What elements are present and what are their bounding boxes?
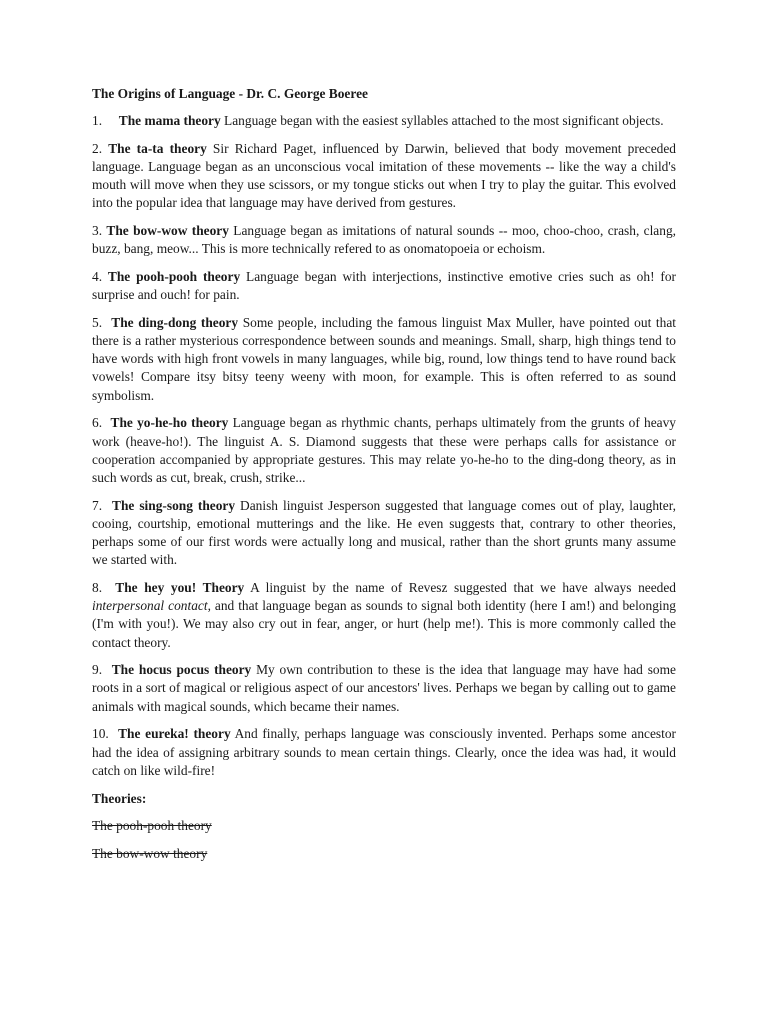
theory-paragraph (92, 497, 676, 570)
theory-paragraph (92, 112, 676, 130)
theory-name: The pooh-pooh theory (107, 268, 241, 284)
theory-text: Some people, including the famous linguist Max Muller, have pointed out that there is a rather mysterious correspondence between sounds and meanings. Small, sharp, high things tend to have words with high front vowels in many languages, while big, round, low things tend to have round back vowels! Compare itsy bitsy teeny weeny with moon, for example. This is often referred to as sound symbolism. (92, 314, 676, 403)
theories-heading: Theories: (92, 790, 147, 806)
struck-theory-list (92, 817, 676, 863)
theory-text: Language began with interjections, instinctive emotive cries such as oh! for surprise and ouch! for pain. (92, 268, 676, 303)
theory-text: Language began as imitations of natural sounds -- moo, choo-choo, crash, clang, buzz, bang, meow... This is more technically refered to as onomatopoeia or echoism. (92, 223, 676, 257)
struck-theory-item: The pooh-pooh theory (92, 818, 212, 833)
theory-name: The ding-dong theory (111, 314, 239, 330)
theory-name: The ta-ta theory (108, 140, 207, 156)
theory-number-gap (102, 315, 111, 330)
theory-paragraph (92, 661, 676, 716)
theory-number-gap (102, 580, 115, 595)
theory-text: Danish linguist Jesperson suggested that language comes out of play, laughter, cooing, courtship, emotional mutterings and the like. He even suggests that, contrary to other theories, perhaps some of our first words were actually long and musical, rather than the short grunts many assume we started with. (92, 497, 676, 568)
theory-name: The yo-he-ho theory (110, 415, 229, 431)
theory-text: Language began with the easiest syllables attached to the most significant objects. (220, 113, 664, 128)
theory-text: A linguist by the name of Revesz suggested that we have always needed (244, 579, 676, 595)
theory-number: 3. (92, 223, 103, 239)
theory-number: 6. (92, 415, 103, 431)
theory-number: 2. (92, 140, 103, 156)
theory-number-gap (109, 726, 118, 741)
theory-paragraph (92, 222, 676, 258)
document-page (92, 85, 676, 872)
theory-list (92, 112, 676, 780)
theory-text: My own contribution to these is the idea that language may have had some roots in a sort of magical or religious aspect of our ancestors' lives. Perhaps we began by calling out to game animals with magical sounds, which became their names. (92, 662, 676, 714)
theory-text-continued: , and that language began as sounds to signal both identity (here I am!) and belonging (I'm with you!). We may also cry out in fear, anger, or hurt (help me!). This is more commonly called the contact theory. (92, 598, 676, 650)
theory-paragraph (92, 579, 676, 652)
theory-number: 8. (92, 579, 103, 595)
theory-paragraph (92, 725, 676, 780)
theory-paragraph (92, 140, 676, 213)
theory-name: The sing-song theory (112, 497, 236, 513)
theory-number: 1. (92, 113, 103, 128)
theory-number-gap (102, 498, 112, 513)
theory-paragraph (92, 314, 676, 405)
theory-text: Language began as rhythmic chants, perhaps ultimately from the grunts of heavy work (heave-ho!). The linguist A. S. Diamond suggests that these were perhaps calls for assistance or cooperation accompanied by appropriate gestures. This may relate yo-he-ho to the ding-dong theory, as in such words as cut, break, crush, strike... (92, 415, 677, 485)
theory-emphasis: interpersonal contact (92, 598, 208, 614)
theory-text: Sir Richard Paget, influenced by Darwin, believed that body movement preceded language. Language began as an unconscious vocal imitation of these movements -- like the way a child's mouth will move when they use scissors, or my tongue sticks out when I try to play the guitar. This evolved into the popular idea that language may have derived from gestures. (92, 140, 676, 211)
theory-name: The bow-wow theory (106, 223, 229, 239)
theory-name: The eureka! theory (118, 726, 231, 742)
theory-number: 4. (92, 268, 103, 284)
theory-number: 5. (92, 314, 103, 330)
theory-name: The mama theory (118, 113, 221, 128)
theory-number: 9. (92, 662, 103, 678)
theory-paragraph (92, 414, 676, 487)
document-title: The Origins of Language - Dr. C. George Boeree (92, 86, 368, 101)
theory-paragraph (92, 268, 676, 304)
theory-number: 10. (92, 726, 109, 742)
theory-number-gap (102, 113, 119, 128)
theory-text: And finally, perhaps language was consciously invented. Perhaps some ancestor had the idea of assigning arbitrary sounds to mean certain things. Clearly, once the idea was had, it would catch on like wild-fire! (92, 726, 676, 778)
theory-name: The hey you! Theory (115, 579, 245, 595)
struck-theory-item: The bow-wow theory (92, 845, 208, 861)
theory-name: The hocus pocus theory (111, 662, 252, 678)
theory-number-gap (102, 662, 112, 677)
theory-number: 7. (92, 497, 103, 513)
theory-number-gap (102, 415, 110, 430)
